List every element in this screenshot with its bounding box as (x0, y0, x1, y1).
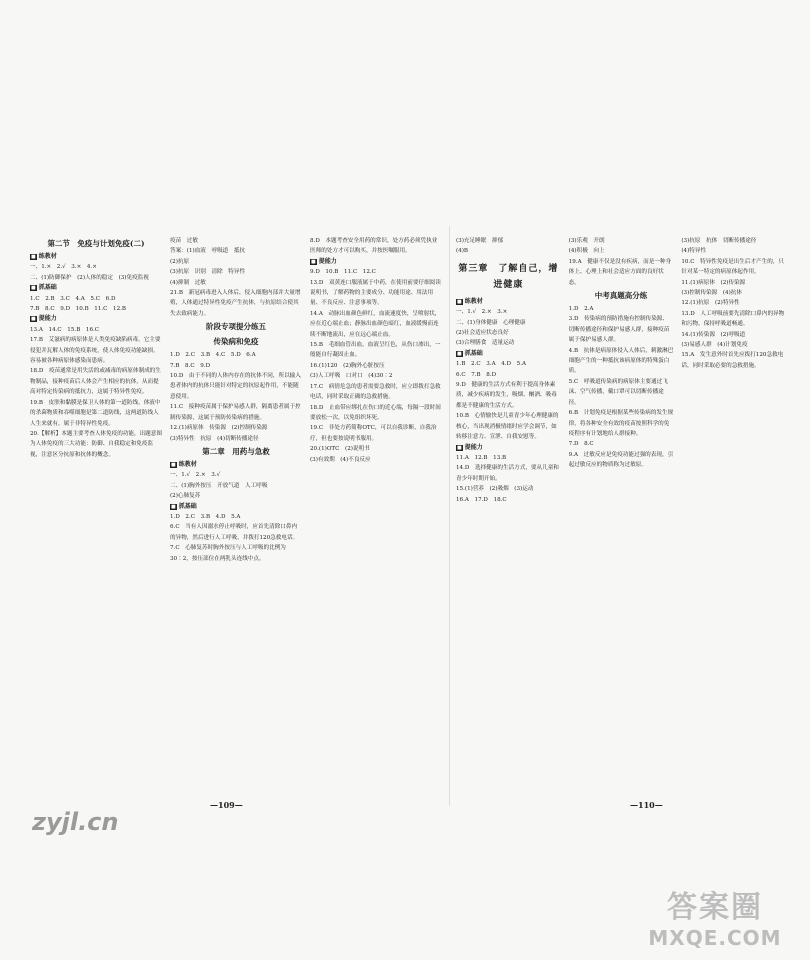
answer-line: 13.D 双黄连口服液属于中药，在使用前要仔细阅读说明书，了解药物的主要成分、功能用途、用法用量、不良反应、注意事项等。 (310, 279, 441, 307)
answer-line: 14.D 选择健康的生活方式，要从儿童和青少年时期开始。 (456, 465, 559, 482)
right-col-1 (456, 236, 561, 796)
answer-line: 7.C 心肺复苏时胸外按压与人工呼吸的比例为30∶2，按压部位在两乳头连线中点。 (170, 545, 286, 562)
answer-line: 一、1.√ 2.× 3.× (456, 309, 508, 316)
answer-line: 17.B 艾滋病的病原体是人类免疫缺陷病毒，它主要侵犯并瓦解人体的免疫系统，使人体免疫功能缺损，容易被各种病原体感染而患病。 (30, 337, 161, 365)
answer-line: 9.D 健康的生活方式有利于提高身体素质，减少疾病的发生，吸烟、酗酒、吸毒都是不健康的生活方式。 (456, 382, 557, 409)
section-label-text: 提能力 (38, 315, 57, 323)
answer-line: (3)合理膳食 适量运动 (456, 340, 515, 347)
answer-line: 一、1.√ 2.× 3.√ (170, 472, 221, 479)
section-label-text: 抓基础 (178, 502, 197, 510)
section-label-text: 抓基础 (464, 349, 483, 357)
answer-line: 11.C 接种疫苗属于保护易感人群，隔离患者属于控制传染源，这属于预防传染病的措施。 (170, 404, 301, 421)
right-page (456, 236, 786, 796)
section-title: 中考真题高分练 (594, 291, 648, 301)
section-label-marker: ■ (171, 503, 176, 510)
section-label-marker: ■ (171, 461, 176, 468)
answer-line: 3.D 传染病的预防措施有控制传染源、切断传播途径和保护易感人群，接种疫苗属于保护易感人群。 (568, 316, 670, 344)
answer-line: 一、1.× 2.√ 3.× 4.× (30, 264, 97, 271)
answer-line: (3)人工呼吸 口对口 (4)30∶2 (310, 373, 393, 380)
section-label-text: 练教材 (38, 253, 57, 260)
answer-line: 17.C 病情危急的患者需要急救时，应立即拨打急救电话，同时采取正确的急救措施。 (310, 383, 441, 401)
answer-line: 6.C 7.B 8.D (456, 371, 497, 378)
right-col-3 (681, 236, 786, 796)
right-col-2 (569, 236, 674, 796)
watermark-right-en: MXQE.COM (648, 926, 782, 950)
answer-line: 15.A 发生意外时首先应拨打120急救电话，同时采取必要的急救措施。 (681, 352, 784, 369)
page-number-left: —109— (210, 800, 243, 810)
left-col-3 (310, 236, 442, 796)
section-label-marker: ■ (31, 285, 36, 292)
section-label (310, 257, 442, 267)
answer-line: 15.(1)营养 (2)吸烟 (3)运动 (456, 486, 534, 493)
answer-line: 7.B 8.C 9.D 10.B 11.C 12.B (30, 306, 127, 313)
answer-line: 13.D 人工呼吸前要先清除口鼻内的异物和污物，保持呼吸道畅通。 (681, 310, 785, 328)
section-label-text: 练教材 (178, 460, 197, 468)
section-label-marker: ■ (457, 298, 462, 305)
section-label (30, 283, 162, 293)
answer-line: 6.B 计划免疫是根据某些传染病的发生规律，将各种安全有效的疫苗按照科学的免疫程序有计划地给人群接种。 (568, 410, 674, 437)
answer-line: 19.A 健康不仅是没有疾病，而是一种身体上、心理上和社会适应方面的良好状态。 (568, 258, 672, 286)
section-label (30, 314, 162, 324)
section-title: 传染病和免疫 (213, 337, 259, 347)
answer-line: 10.D 由于不同的人体内存在的抗体不同，所以输入患者体内的抗体只能针对特定的抗原起作用，不能随意使用。 (170, 373, 301, 400)
left-col-2 (170, 236, 302, 796)
answer-line: (3)特异性 抗原 (4)切断传播途径 (170, 435, 259, 442)
section-title: 第二节 免疫与计划免疫(二) (47, 239, 145, 248)
answer-line: (3)有效期 (4)不良反应 (310, 456, 371, 463)
section-label-marker: ■ (457, 444, 462, 451)
answer-line: (4)特异性 (681, 248, 707, 255)
section-label-marker: ■ (311, 258, 316, 265)
section-label (170, 502, 302, 512)
section-label-text: 提能力 (318, 257, 337, 265)
answer-line: (4)B (456, 248, 469, 255)
answer-line: 12.(1)病原体 传染源 (2)控制传染源 (170, 425, 268, 432)
answer-line: 19.B 皮肤和黏膜是保卫人体的第一道防线，体液中的杀菌物质和吞噬细胞是第二道防线，这两道防线人人生来就有，属于非特异性免疫。 (30, 399, 161, 427)
section-label-text: 抓基础 (38, 284, 57, 292)
section-label (170, 460, 302, 470)
section-label-marker: ■ (457, 350, 462, 357)
answer-line: 10.C 特异性免疫是出生后才产生的，只针对某一特定的病原体起作用。 (681, 258, 785, 276)
answer-line: (3)充足睡眠 抑郁 (456, 238, 504, 244)
watermark-right (640, 882, 790, 950)
answer-line: 14.A 动脉出血颜色鲜红，血流速度快，呈喷射状，应在近心端止血；静脉出血颜色暗红，血液缓慢而连续不断地流出，应在远心端止血。 (310, 310, 441, 338)
answer-line: 10.B 心情愉快是儿童青少年心理健康的核心，当出现消极情绪时应学会调节，如转移注意力、宣泄、自我安慰等。 (456, 413, 559, 441)
answer-line: 18.D 止血带应绑扎在伤口的近心端，每隔一段时间要放松一次，以免组织坏死。 (310, 404, 441, 421)
section-label-marker: ■ (31, 316, 36, 323)
answer-line: 20.【解析】本题主要考查人体免疫的功能，出题意图为人体免疫的三大功能：防御、自我稳定和免疫监视，注意区分抗原和抗体的概念。 (30, 430, 162, 458)
chapter-title: 第三章 了解自己，增进健康 (458, 263, 559, 290)
answer-line: 19.C 非处方药简称OTC，可以自我诊断、自我治疗，但也要按说明书服用。 (310, 425, 437, 442)
section-title: 阶段专项提分练五 (206, 322, 266, 332)
answer-line: 二、(1)防御保护 (2)人体的稳定 (3)免疫监视 (30, 274, 149, 281)
answer-line: 8.D 本题考查安全用药的常识，处方药必须凭执业医师的处方才可以购买，并按医嘱服用。 (310, 238, 438, 255)
section-label-marker: ■ (31, 254, 36, 260)
answer-line: 二、(1)身体健康 心理健康 (456, 319, 526, 326)
answer-line: (3)抗原 抗体 切断传播途径 (681, 238, 757, 244)
answer-line: 16.(1)120 (2)胸外心脏按压 (310, 362, 385, 369)
answer-line: 疫苗 过敏 (170, 238, 198, 244)
answer-line: (4)抑制 过敏 (170, 279, 206, 286)
answer-line: (4)积极 向上 (568, 248, 605, 255)
answer-line: 11.A 12.B 13.B (456, 454, 507, 461)
left-page (30, 236, 442, 796)
answer-line: 20.(1)OTC (2)说明书 (310, 446, 370, 453)
section-label (456, 443, 561, 453)
section-label (456, 349, 561, 359)
answer-line: 1.C 2.B 3.C 4.A 5.C 6.D (30, 295, 116, 302)
answer-line: (2)心肺复苏 (170, 493, 201, 500)
answer-line: 18.D 疫苗通常是用失活的或减毒的病原体制成的生物制品，接种疫苗后人体会产生相应的抗体，从而提高对特定传染病的抵抗力，这属于特异性免疫。 (30, 368, 161, 396)
answer-line: 4.B 抗体是病原体侵入人体后，刺激淋巴细胞产生的一种抵抗该病原体的特殊蛋白质。 (568, 347, 674, 375)
answer-line: 12.(1)抗原 (2)特异性 (681, 300, 740, 307)
answer-line: 1.D 2.C 3.B 4.C 5.D 6.A (170, 352, 256, 359)
gutter-line (449, 226, 450, 806)
answer-line: 11.(1)病原体 (2)传染源 (681, 279, 746, 286)
answer-line: (3)控制传染源 (4)抗体 (681, 290, 742, 297)
section-label (456, 297, 561, 307)
answer-line: (3)易感人群 (4)计划免疫 (681, 342, 748, 349)
left-col-1 (30, 236, 162, 796)
section-label-text: 练教材 (464, 297, 483, 305)
section-title: 第二章 用药与急救 (202, 446, 270, 456)
watermark-right-cn: 答案圈 (667, 890, 763, 925)
answer-line: 6.C 当有人因溺水停止呼吸时，应首先清除口鼻内的异物，然后进行人工呼吸，并拨打120急救电话。 (170, 524, 299, 541)
page-number-right: —110— (630, 800, 663, 810)
answer-line: (2)社会适应状态良好 (456, 330, 509, 337)
answer-line: 9.D 10.B 11.C 12.C (310, 269, 376, 276)
watermark-left: zyjl.cn (32, 808, 119, 836)
section-label (30, 252, 162, 262)
answer-line: 14.(1)传染源 (2)呼吸道 (681, 331, 746, 338)
answer-line: (2)抗原 (170, 258, 190, 265)
answer-line: 1.B 2.C 3.A 4.D 5.A (456, 361, 527, 368)
answer-line: 15.B 毛细血管出血，血液呈红色，从伤口渗出，一般能自行凝固止血。 (310, 342, 441, 359)
answer-line: 16.A 17.D 18.C (456, 496, 507, 503)
answer-line: 1.D 2.A (568, 306, 594, 313)
answer-line: 1.D 2.C 3.B 4.D 5.A (170, 513, 241, 520)
section-label-text: 提能力 (464, 443, 483, 451)
answer-line: (3)乐观 开朗 (568, 238, 605, 244)
answer-line: 9.A 过敏反应是免疫功能过强的表现，引起过敏反应的物质称为过敏原。 (568, 451, 674, 469)
answer-line: (3)抗原 识别 清除 特异性 (170, 269, 246, 276)
answer-line: 13.A 14.C 15.B 16.C (30, 326, 100, 333)
answer-line: 21.B 新冠病毒进入人体后，侵入细胞内部并大量增殖，人体通过特异性免疫产生抗体，与抗原结合使其失去致病能力。 (170, 290, 301, 317)
answer-line: 二、(1)胸外按压 开放气道 人工呼吸 (170, 482, 268, 489)
answer-line: 5.C 呼吸道传染病的病原体主要通过飞沫、空气传播，戴口罩可以切断传播途径。 (568, 378, 668, 406)
answer-line: 答案：(1)血液 呼吸道 抵抗 (170, 248, 246, 255)
answer-line: 7.D 8.C (568, 441, 594, 448)
answer-line: 7.B 8.C 9.D (170, 362, 211, 369)
